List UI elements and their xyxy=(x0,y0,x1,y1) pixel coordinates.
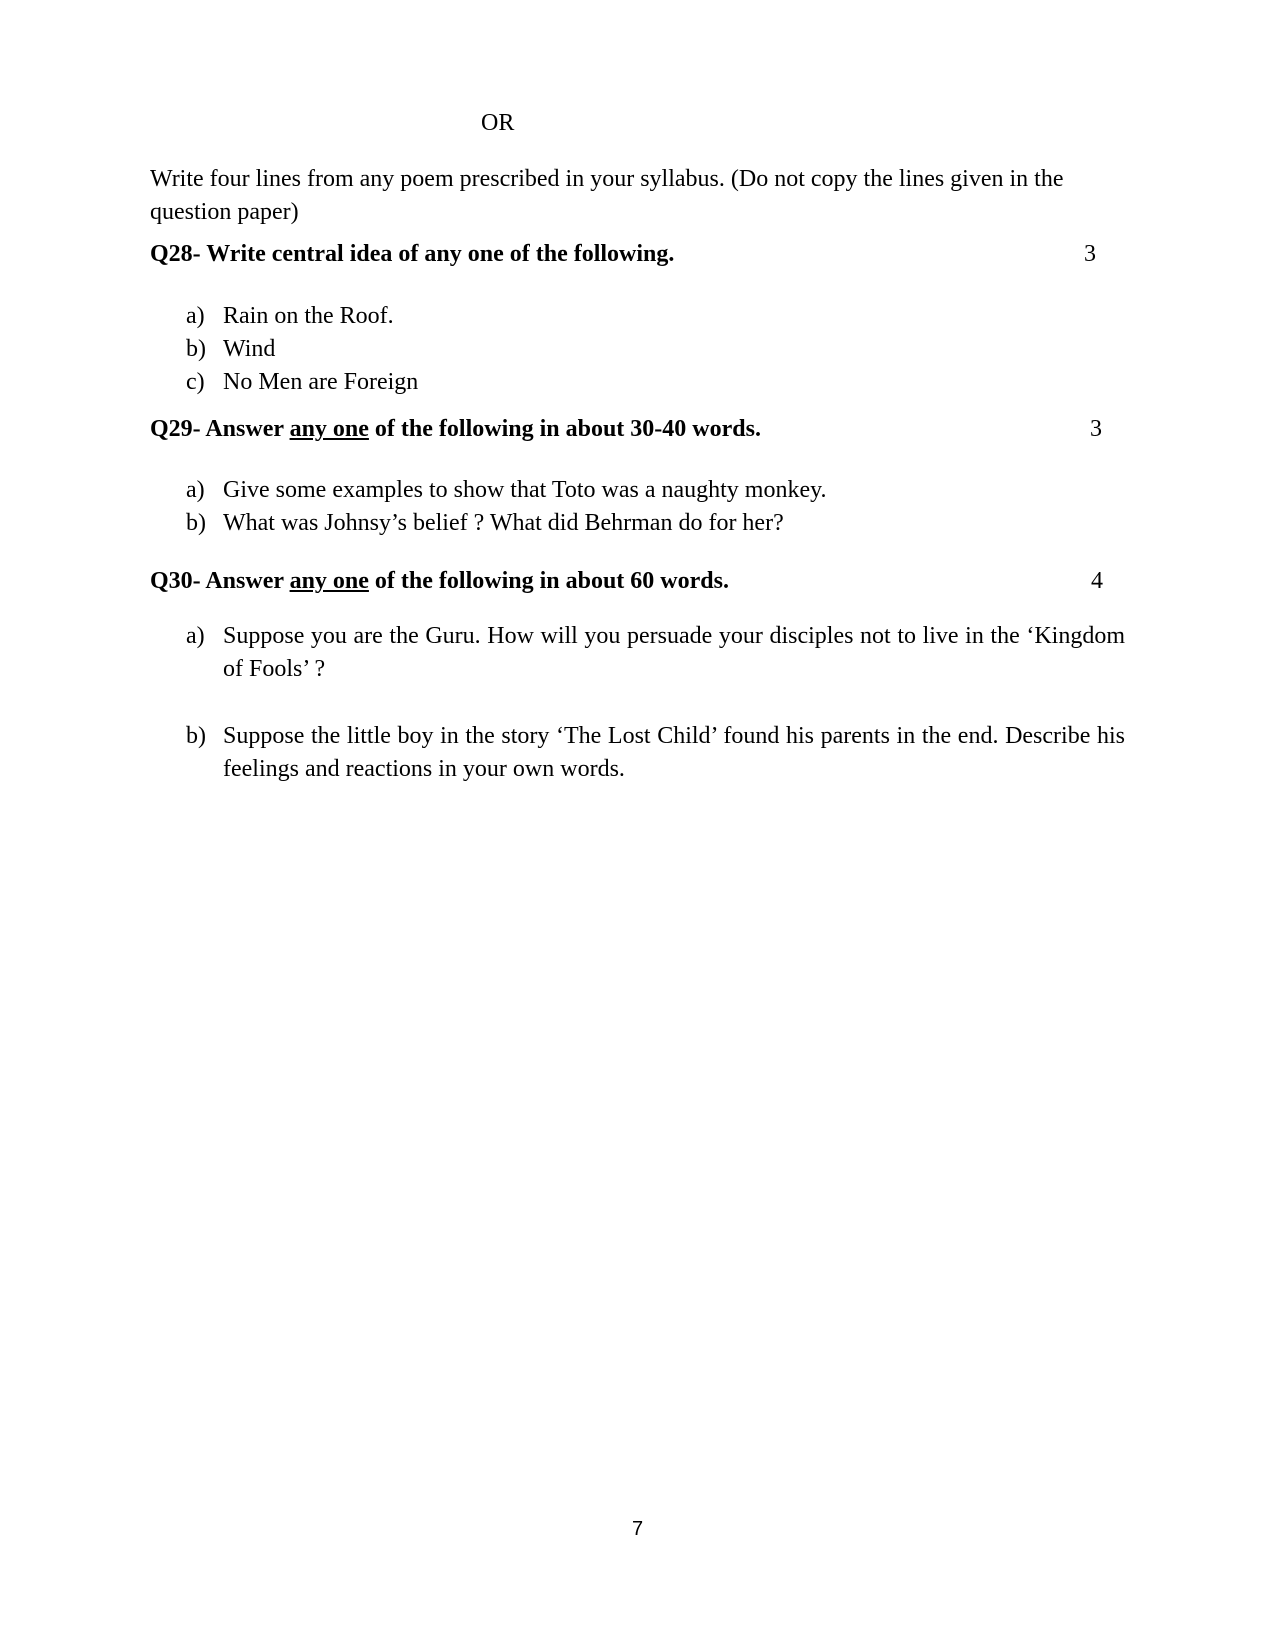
q29-title-underlined: any one xyxy=(289,416,369,442)
option-text: Suppose the little boy in the story ‘The Lost Child’ found his parents in the end. Describe his feelings and reactions in your own words. xyxy=(223,723,1125,782)
intro-instruction: Write four lines from any poem prescribed in your syllabus. (Do not copy the lines given in the question paper) xyxy=(150,166,1064,225)
option-text: Suppose you are the Guru. How will you persuade your disciples not to live in the ‘Kingdom of Fools’ ? xyxy=(223,623,1125,682)
q30-options xyxy=(150,620,1125,686)
q28-title: Q28- Write central idea of any one of the following. xyxy=(150,241,675,267)
q30-marks: 4 xyxy=(1091,568,1103,594)
q29-option-a xyxy=(150,474,1125,507)
q28-option-a xyxy=(150,300,1125,333)
option-label: c) xyxy=(186,369,205,395)
option-label: a) xyxy=(186,477,205,503)
q30-title-prefix: Q30- Answer xyxy=(150,568,290,594)
q28-option-c xyxy=(150,366,1125,399)
option-label: a) xyxy=(186,623,205,649)
q30-option-b xyxy=(150,720,1125,786)
q28-marks: 3 xyxy=(1084,241,1096,267)
q30-title-underlined: any one xyxy=(289,568,369,594)
q30-heading xyxy=(150,565,1110,598)
q29-heading xyxy=(150,413,1110,446)
or-divider: OR xyxy=(481,110,515,136)
page-number: 7 xyxy=(631,1518,644,1540)
option-text: No Men are Foreign xyxy=(223,369,419,395)
q29-options xyxy=(150,474,1125,540)
option-text: Rain on the Roof. xyxy=(223,303,394,329)
q29-marks: 3 xyxy=(1090,416,1102,442)
option-label: b) xyxy=(186,723,206,749)
q29-title-suffix: of the following in about 30-40 words. xyxy=(368,416,761,442)
q28-option-b xyxy=(150,333,1125,366)
q30-options-b xyxy=(150,720,1125,786)
q29-title-prefix: Q29- Answer xyxy=(150,416,290,442)
option-label: b) xyxy=(186,510,206,536)
q29-option-b xyxy=(150,507,1125,540)
q30-title-suffix: of the following in about 60 words. xyxy=(368,568,729,594)
q28-options xyxy=(150,300,1125,399)
option-text: Wind xyxy=(223,336,276,362)
q30-option-a xyxy=(150,620,1125,686)
option-label: a) xyxy=(186,303,205,329)
option-text: Give some examples to show that Toto was a naughty monkey. xyxy=(223,477,827,503)
q28-heading xyxy=(150,238,1110,271)
option-label: b) xyxy=(186,336,206,362)
option-text: What was Johnsy’s belief ? What did Behrman do for her? xyxy=(223,510,784,536)
